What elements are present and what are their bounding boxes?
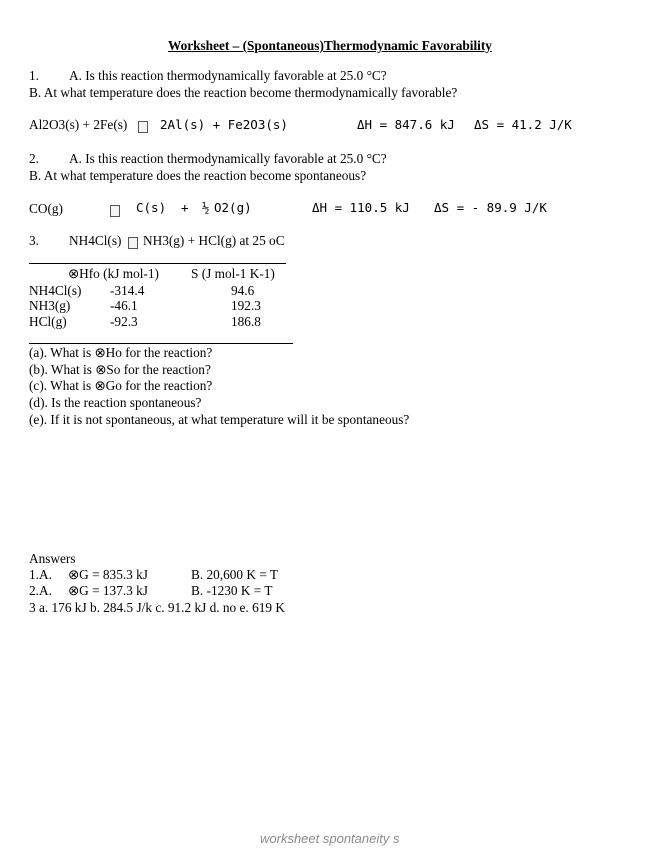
answer-2-label: 2.A. <box>29 583 52 598</box>
arrow-placeholder-icon <box>110 205 120 217</box>
sub-question-d: (d). Is the reaction spontaneous? <box>29 395 202 410</box>
page-title: Worksheet – (Spontaneous)Thermodynamic Favorability <box>168 38 492 53</box>
q1-enthalpy: ΔH = 847.6 kJ <box>357 117 455 132</box>
q2-half-fraction: ½ <box>202 200 210 215</box>
sub-question-b: (b). What is ⊗So for the reaction? <box>29 362 211 377</box>
hf-cell: -314.4 <box>110 283 145 298</box>
q2-part-b: B. At what temperature does the reaction become spontaneous? <box>29 168 367 183</box>
q2-plus: + <box>181 200 189 215</box>
footer-caption: worksheet spontaneity s <box>260 831 400 846</box>
sub-question-e: (e). If it is not spontaneous, at what temperature will it be spontaneous? <box>29 412 410 427</box>
answers-heading: Answers <box>29 551 76 566</box>
q1-part-b: B. At what temperature does the reaction become thermodynamically favorable? <box>29 85 458 100</box>
s-cell: 186.8 <box>231 314 261 329</box>
answer-1a: ⊗G = 835.3 kJ <box>68 567 148 582</box>
hf-cell: -92.3 <box>110 314 138 329</box>
q1-products: 2Al(s) + Fe2O3(s) <box>160 117 288 132</box>
hf-cell: -46.1 <box>110 298 138 313</box>
species-cell: HCl(g) <box>29 314 67 329</box>
s-cell: 192.3 <box>231 298 261 313</box>
q3-number: 3. <box>29 233 39 248</box>
q3-products: NH3(g) + HCl(g) at 25 oC <box>143 233 285 248</box>
q1-number: 1. <box>29 68 39 83</box>
sub-question-c: (c). What is ⊗Go for the reaction? <box>29 378 213 393</box>
q2-product-1: C(s) <box>136 200 167 215</box>
q2-product-2: O2(g) <box>214 200 252 215</box>
answer-1b: B. 20,600 K = T <box>191 567 279 582</box>
q2-number: 2. <box>29 151 39 166</box>
table-header-hf: ⊗Hfo (kJ mol-1) <box>68 266 159 281</box>
q2-enthalpy: ΔH = 110.5 kJ <box>312 200 410 215</box>
q2-reactants: CO(g) <box>29 201 63 216</box>
q1-entropy: ΔS = 41.2 J/K <box>474 117 572 132</box>
answer-1-label: 1.A. <box>29 567 52 582</box>
answer-2a: ⊗G = 137.3 kJ <box>68 583 148 598</box>
q2-entropy: ΔS = - 89.9 J/K <box>434 200 547 215</box>
sub-question-a: (a). What is ⊗Ho for the reaction? <box>29 345 213 360</box>
species-cell: NH3(g) <box>29 298 71 313</box>
answer-3: 3 a. 176 kJ b. 284.5 J/k c. 91.2 kJ d. no e. 619 K <box>29 600 285 615</box>
table-header-s: S (J mol-1 K-1) <box>191 266 275 281</box>
species-cell: NH4Cl(s) <box>29 283 82 298</box>
s-cell: 94.6 <box>231 283 255 298</box>
table-bottom-rule <box>29 343 293 344</box>
q1-reactants: Al2O3(s) + 2Fe(s) <box>29 117 128 132</box>
q3-reactant: NH4Cl(s) <box>69 233 122 248</box>
answer-2b: B. -1230 K = T <box>191 583 273 598</box>
q1-part-a: A. Is this reaction thermodynamically favorable at 25.0 °C? <box>69 68 387 83</box>
q2-part-a: A. Is this reaction thermodynamically favorable at 25.0 °C? <box>69 151 387 166</box>
table-top-rule <box>29 263 286 264</box>
arrow-placeholder-icon <box>128 237 138 249</box>
arrow-placeholder-icon <box>138 121 148 133</box>
